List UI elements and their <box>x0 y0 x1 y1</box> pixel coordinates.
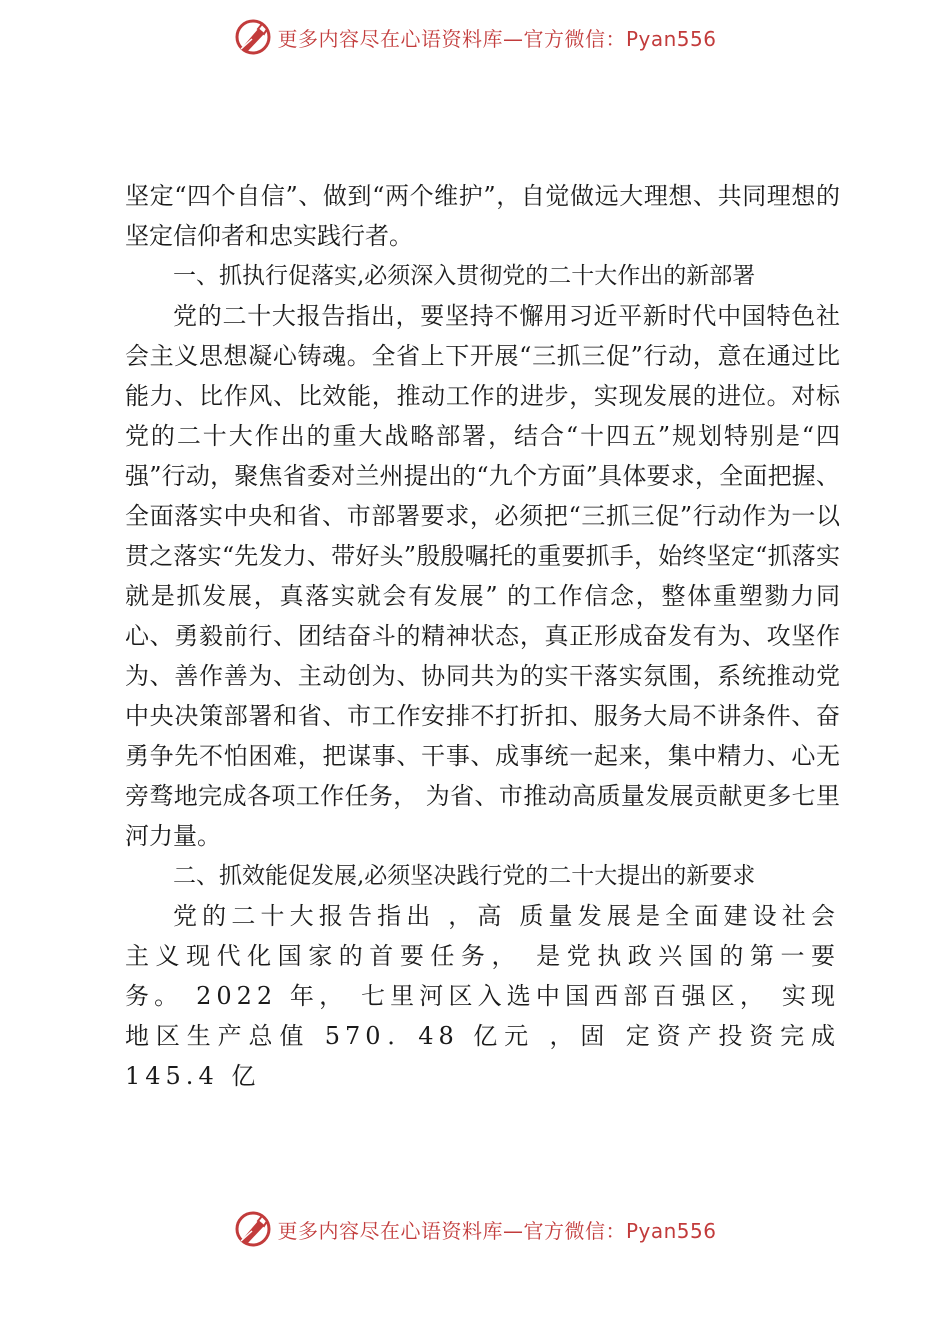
pen-nib-logo-icon <box>233 1209 273 1249</box>
body-paragraph-2: 党的二十大报告指出 ，高 质量发展是全面建设社会主义现代化国家的首要任务， 是党执政兴国的第一要务。 2022 年， 七里河区入选中国西部百强区， 实现地区生产总值 570．48 亿元 ，固 定资产投资完成 145.4 亿 <box>125 902 840 1090</box>
body-paragraph-1: 党的二十大报告指出，要坚持不懈用习近平新时代中国特色社会主义思想凝心铸魂。全省上下开展“三抓三促”行动，意在通过比能力、比作风、比效能，推动工作的进步，实现发展的进位。对标党的二十大作出的重大战略部署，结合“十四五”规划特别是“四强”行动，聚焦省委对兰州提出的“九个方面”具体要求，全面把握、全面落实中央和省、市部署要求，必须把“三抓三促”行动作为一以贯之落实“先发力、带好头”殷殷嘱托的重要抓手，始终坚定“抓落实就是抓发展，真落实就会有发展” 的工作信念，整体重塑勠力同心、勇毅前行、团结奋斗的精神状态，真正形成奋发有为、攻坚作为、善作善为、主动创为、协同共为的实干落实氛围，系统推动党中央决策部署和省、市工作安排不打折扣、服务大局不讲条件、奋勇争先不怕困难，把谋事、干事、成事统一起来，集中精力、心无旁骛地完成各项工作任务， 为省、市推动高质量发展贡献更多七里河力量。 <box>125 302 840 850</box>
header-banner <box>0 12 950 62</box>
pen-nib-logo-icon <box>233 17 273 57</box>
footer-banner <box>0 1204 950 1254</box>
section-heading-1: 一、抓执行促落实,必须深入贯彻党的二十大作出的新部署 <box>173 263 756 289</box>
section-heading-2: 二、抓效能促发展,必须坚决践行党的二十大提出的新要求 <box>173 863 756 889</box>
banner-text: 更多内容尽在心语资料库—官方微信：Pyan556 <box>277 1218 717 1243</box>
document-body <box>125 176 840 1096</box>
intro-paragraph: 坚定“四个自信”、做到“两个维护”，自觉做远大理想、共同理想的坚定信仰者和忠实践行者。 <box>125 182 840 250</box>
banner-text: 更多内容尽在心语资料库—官方微信：Pyan556 <box>277 26 717 51</box>
